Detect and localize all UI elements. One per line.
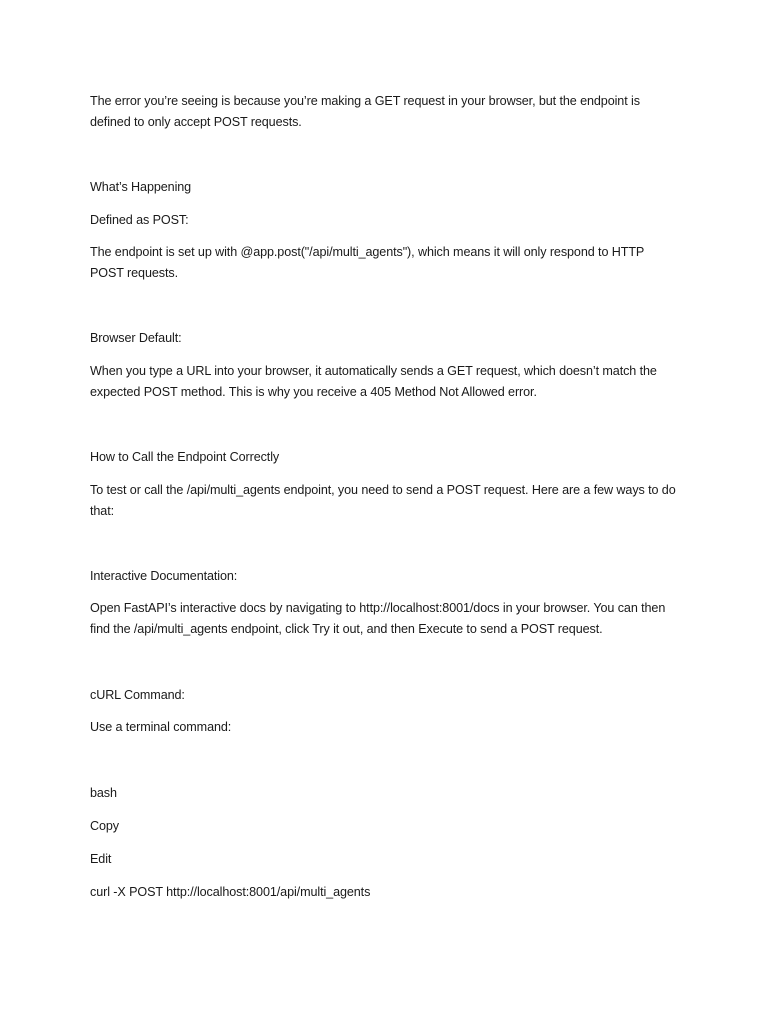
interactive-docs-label: Interactive Documentation: <box>90 569 238 583</box>
intro-paragraph: The error you’re seeing is because you’re making a GET request in your browser, but the endpoint is defined to only accept POST requests. <box>90 94 640 129</box>
curl-label: cURL Command: <box>90 688 185 702</box>
how-to-call-paragraph: To test or call the /api/multi_agents endpoint, you need to send a POST request. Here are a few ways to do that: <box>90 483 676 518</box>
copy-label: Copy <box>90 819 119 833</box>
code-language-label: bash <box>90 786 117 800</box>
defined-as-post-label: Defined as POST: <box>90 213 189 227</box>
browser-default-label: Browser Default: <box>90 331 182 345</box>
interactive-docs-paragraph: Open FastAPI’s interactive docs by navigating to http://localhost:8001/docs in your browser. You can then find the /api/multi_agents endpoint, click Try it out, and then Execute to send a POST request. <box>90 601 666 636</box>
how-to-call-heading: How to Call the Endpoint Correctly <box>90 450 280 464</box>
whats-happening-heading: What’s Happening <box>90 180 192 194</box>
curl-command: curl -X POST http://localhost:8001/api/multi_agents <box>90 885 371 899</box>
browser-default-paragraph: When you type a URL into your browser, it automatically sends a GET request, which doesn’t match the expected POST method. This is why you receive a 405 Method Not Allowed error. <box>90 364 657 399</box>
edit-label: Edit <box>90 852 112 866</box>
defined-as-post-paragraph: The endpoint is set up with @app.post("/api/multi_agents"), which means it will only respond to HTTP POST requests. <box>90 245 644 280</box>
curl-intro: Use a terminal command: <box>90 720 232 734</box>
